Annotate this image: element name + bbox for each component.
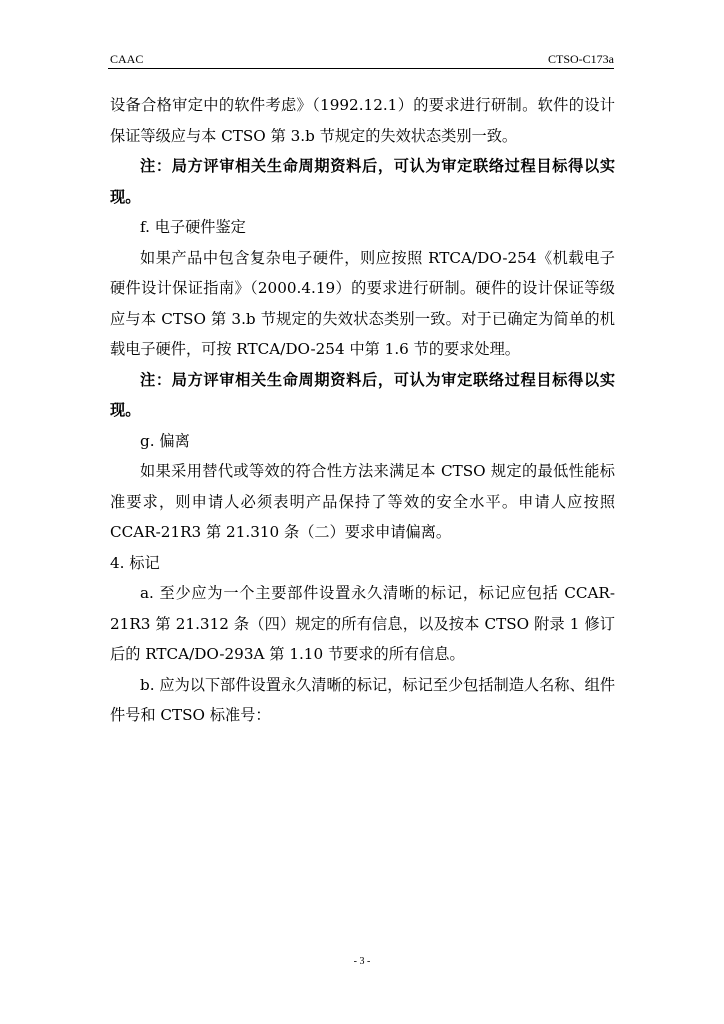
section-f-heading: f. 电子硬件鉴定: [140, 218, 246, 236]
note-certification-liaison-1: 注：局方评审相关生命周期资料后，可认为审定联络过程目标得以实现。: [110, 157, 615, 206]
header-right: CTSO-C173a: [548, 52, 614, 66]
paragraph-marking-a: a. 至少应为一个主要部件设置永久清晰的标记，标记应包括 CCAR-21R3 第 21.312 条（四）规定的所有信息，以及按本 CTSO 附录 1 修订后的 RTCA/DO-293A 第 1.10 节要求的所有信息。: [110, 584, 615, 663]
header-divider: [108, 68, 614, 69]
note-certification-liaison-2: 注：局方评审相关生命周期资料后，可认为审定联络过程目标得以实现。: [110, 370, 615, 419]
section-4-heading: 4. 标记: [110, 553, 160, 572]
paragraph-marking-b: b. 应为以下部件设置永久清晰的标记，标记至少包括制造人名称、组件件号和 CTSO 标准号：: [110, 675, 616, 724]
page-number: - 3 -: [353, 956, 371, 967]
paragraph-deviation: 如果采用替代或等效的符合性方法来满足本 CTSO 规定的最低性能标准要求，则申请人必须表明产品保持了等效的安全水平。申请人应按照 CCAR-21R3 第 21.310 条（二）要求申请偏离。: [110, 462, 615, 541]
paragraph-software-design: 设备合格审定中的软件考虑》（1992.12.1）的要求进行研制。软件的设计保证等级应与本 CTSO 第 3.b 节规定的失效状态类别一致。: [110, 96, 615, 145]
paragraph-electronic-hardware: 如果产品中包含复杂电子硬件，则应按照 RTCA/DO-254《机载电子硬件设计保证指南》（2000.4.19）的要求进行研制。硬件的设计保证等级应与本 CTSO 第 3.b 节规定的失效状态类别一致。对于已确定为简单的机载电子硬件，可按 RTCA/DO-254 中第 1.6 节的要求处理。: [110, 248, 615, 358]
header-left: CAAC: [110, 52, 144, 66]
document-body: [110, 90, 615, 731]
section-g-heading: g. 偏离: [140, 431, 190, 450]
